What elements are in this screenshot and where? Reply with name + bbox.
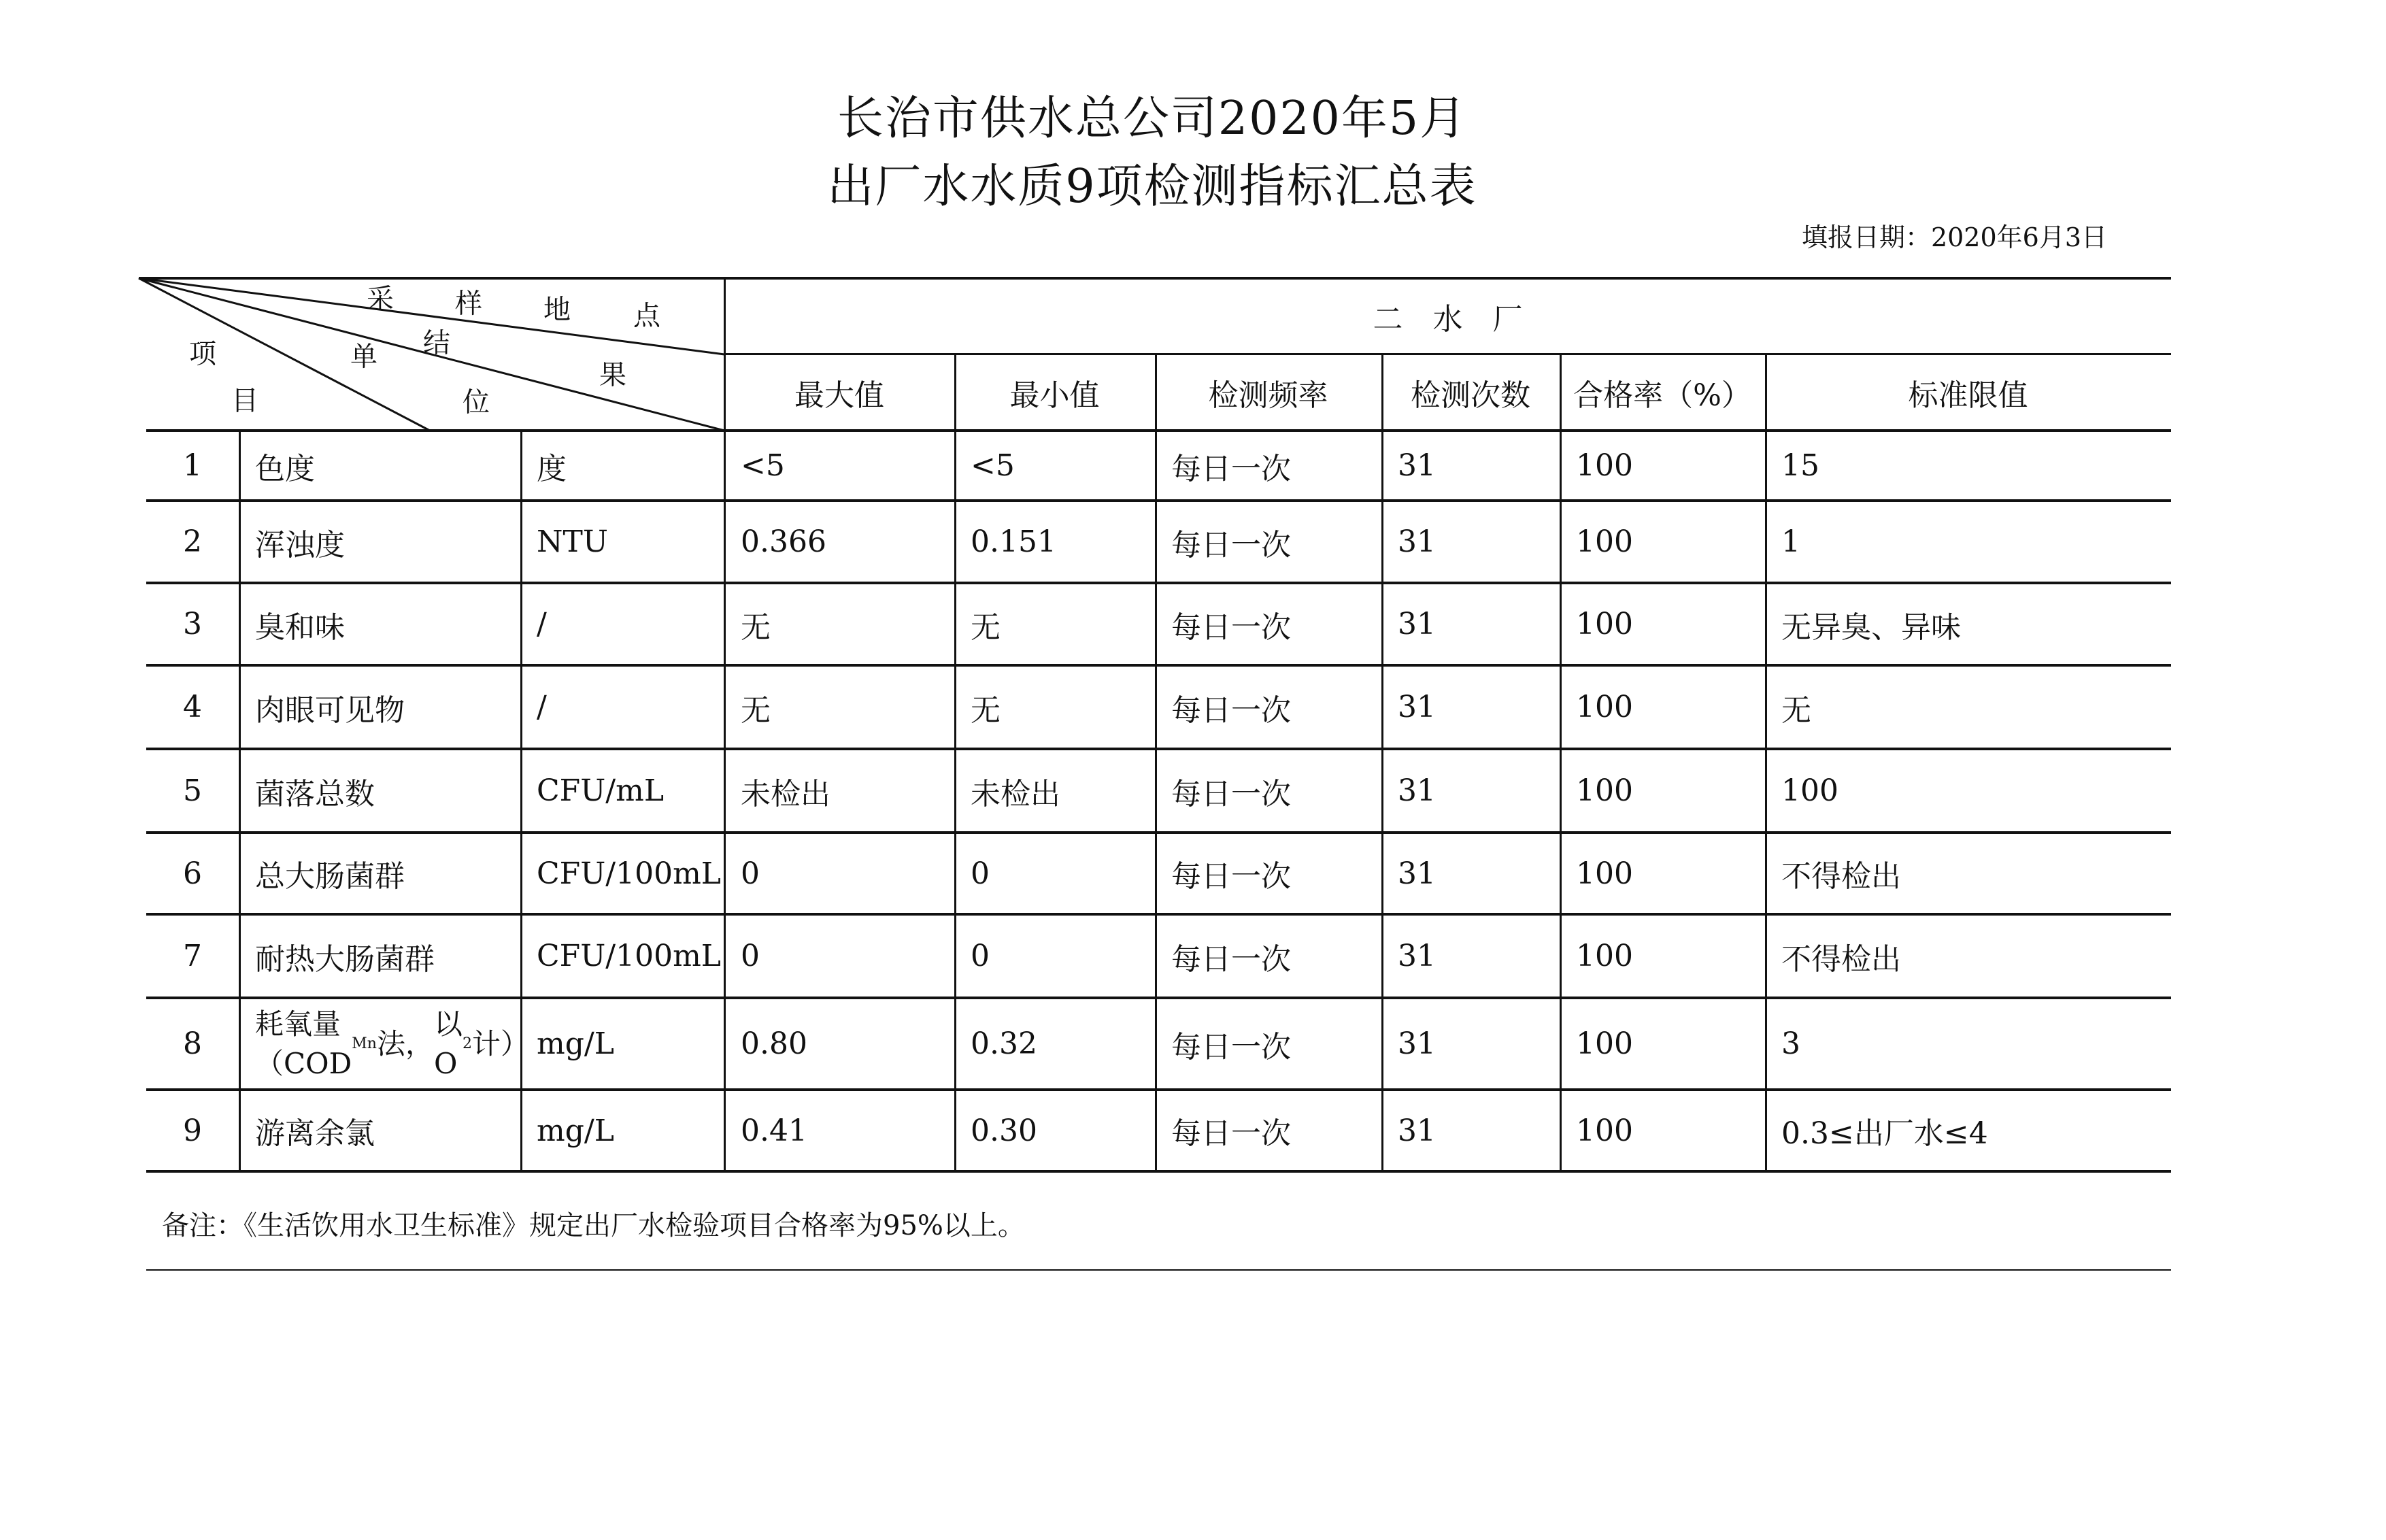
table-cell-count: 31 (1398, 856, 1436, 891)
text: 计） (471, 1026, 529, 1060)
table-cell-item: 色度 (255, 451, 315, 486)
table-cell-max: 0 (741, 856, 760, 891)
table-cell-item: 臭和味 (255, 609, 345, 645)
diag-label: 单 (350, 341, 377, 373)
bottom-rule (146, 1269, 2171, 1271)
column-header: 最大值 (794, 378, 884, 413)
table-cell-limit: 无 (1781, 692, 1811, 728)
table-cell-rate: 100 (1576, 448, 1633, 483)
report-date: 填报日期：2020年6月3日 (1801, 222, 2107, 252)
table-cell-rate: 100 (1576, 690, 1633, 724)
table-cell-count: 31 (1398, 773, 1436, 808)
table-cell-unit: CFU/100mL (537, 939, 722, 973)
table-cell-min: 0 (971, 856, 990, 891)
table-cell-item: 浑浊度 (255, 527, 345, 563)
table-cell-no: 4 (183, 690, 202, 724)
table-cell-unit: mg/L (537, 1113, 614, 1148)
table-cell-min: 0.151 (971, 524, 1056, 559)
table-cell-no: 9 (183, 1113, 202, 1148)
table-cell-no: 6 (183, 856, 202, 891)
table-cell-limit: 不得检出 (1781, 859, 1901, 894)
diag-label: 点 (633, 300, 660, 332)
table-cell-unit: CFU/100mL (537, 856, 722, 891)
column-header: 最小值 (1009, 378, 1100, 413)
table-cell-rate: 100 (1576, 524, 1633, 559)
table-cell-rate: 100 (1576, 939, 1633, 973)
text: 以O (433, 1007, 463, 1080)
column-header: 合格率（%） (1573, 378, 1751, 413)
diag-label: 地 (543, 294, 571, 326)
table-cell-no: 5 (183, 773, 202, 808)
table-cell-limit: 100 (1781, 773, 1838, 808)
text: 法， (376, 1026, 434, 1060)
table-cell-unit: 度 (537, 451, 567, 486)
title-line-2: 出厂水水质9项检测指标汇总表 (827, 160, 1477, 214)
table-cell-count: 31 (1398, 1026, 1436, 1061)
table-cell-min: 0 (971, 939, 990, 973)
table-cell-min: 0.30 (971, 1113, 1037, 1148)
table-cell-freq: 每日一次 (1171, 451, 1291, 486)
table-cell-rate: 100 (1576, 1026, 1633, 1061)
table-cell-no: 2 (183, 524, 202, 559)
table-cell-limit: 不得检出 (1781, 941, 1901, 977)
table-cell-count: 31 (1398, 939, 1436, 973)
table-cell-max: 0.366 (741, 524, 826, 559)
table-cell-count: 31 (1398, 690, 1436, 724)
table-cell-limit: 1 (1781, 524, 1800, 559)
table-cell-max: 0.80 (741, 1026, 807, 1061)
subscript: Mn (352, 1035, 377, 1052)
table-cell-freq: 每日一次 (1171, 1116, 1291, 1151)
footnote: 备注：《生活饮用水卫生标准》规定出厂水检验项目合格率为95%以上。 (162, 1210, 1025, 1241)
table-cell-limit: 3 (1781, 1026, 1800, 1061)
table-cell-limit: 0.3≤出厂水≤4 (1781, 1116, 1988, 1151)
table-cell-limit: 无异臭、异味 (1781, 609, 1961, 645)
title-line-1: 长治市供水总公司2020年5月 (837, 92, 1468, 146)
text: 耗氧量（COD (255, 1007, 352, 1080)
diag-label: 采 (367, 283, 394, 315)
table-cell-rate: 100 (1576, 856, 1633, 891)
table-cell-unit: NTU (537, 524, 608, 559)
table-cell-unit: mg/L (537, 1026, 614, 1061)
table-cell-max: 无 (741, 692, 771, 728)
column-header: 检测频率 (1208, 378, 1328, 413)
diag-label: 结 (423, 327, 450, 359)
diag-label: 位 (463, 386, 490, 418)
table-cell-item: 总大肠菌群 (255, 859, 405, 894)
table-cell-max: 0 (741, 939, 760, 973)
table-cell-limit: 15 (1781, 448, 1819, 483)
table-cell-max: 无 (741, 609, 771, 645)
table-cell-min: 无 (971, 609, 1001, 645)
table-cell-freq: 每日一次 (1171, 776, 1291, 811)
table-cell-rate: 100 (1576, 1113, 1633, 1148)
table-cell-freq: 每日一次 (1171, 527, 1291, 563)
table-cell-max: 0.41 (741, 1113, 807, 1148)
table-cell-freq: 每日一次 (1171, 692, 1291, 728)
diag-label: 项 (189, 338, 216, 370)
table-cell-item: 游离余氯 (255, 1116, 375, 1151)
plant-header: 二 水 厂 (1373, 302, 1523, 337)
column-header: 检测次数 (1411, 378, 1530, 413)
table-cell-count: 31 (1398, 1113, 1436, 1148)
subscript: 2 (462, 1035, 472, 1052)
table-cell-unit: / (537, 690, 547, 724)
table-cell-no: 8 (183, 1026, 202, 1061)
column-header: 标准限值 (1908, 378, 2028, 413)
table-cell-min: <5 (971, 448, 1015, 483)
table-cell-no: 1 (183, 448, 202, 483)
table-cell-item: 菌落总数 (255, 776, 375, 811)
table-cell-freq: 每日一次 (1171, 941, 1291, 977)
table-cell-rate: 100 (1576, 773, 1633, 808)
table-cell-unit: / (537, 607, 547, 641)
table-cell-max: <5 (741, 448, 785, 483)
table-cell-count: 31 (1398, 448, 1436, 483)
table-cell-freq: 每日一次 (1171, 1029, 1291, 1065)
diag-label: 目 (231, 385, 258, 417)
table-cell-freq: 每日一次 (1171, 859, 1291, 894)
table-cell-min: 无 (971, 692, 1001, 728)
table-cell-count: 31 (1398, 607, 1436, 641)
table-cell-unit: CFU/mL (537, 773, 665, 808)
table-cell-count: 31 (1398, 524, 1436, 559)
diag-label: 样 (455, 288, 482, 320)
table-cell-item: 耐热大肠菌群 (255, 941, 435, 977)
table-cell-freq: 每日一次 (1171, 609, 1291, 645)
table-cell-max: 未检出 (741, 776, 830, 811)
table-cell-item (239, 998, 529, 1090)
table-cell-no: 3 (183, 607, 202, 641)
table-cell-item: 肉眼可见物 (255, 692, 405, 728)
table-cell-min: 未检出 (971, 776, 1060, 811)
table-cell-no: 7 (183, 939, 202, 973)
table-cell-min: 0.32 (971, 1026, 1037, 1061)
table-cell-rate: 100 (1576, 607, 1633, 641)
diag-label: 果 (599, 359, 626, 391)
